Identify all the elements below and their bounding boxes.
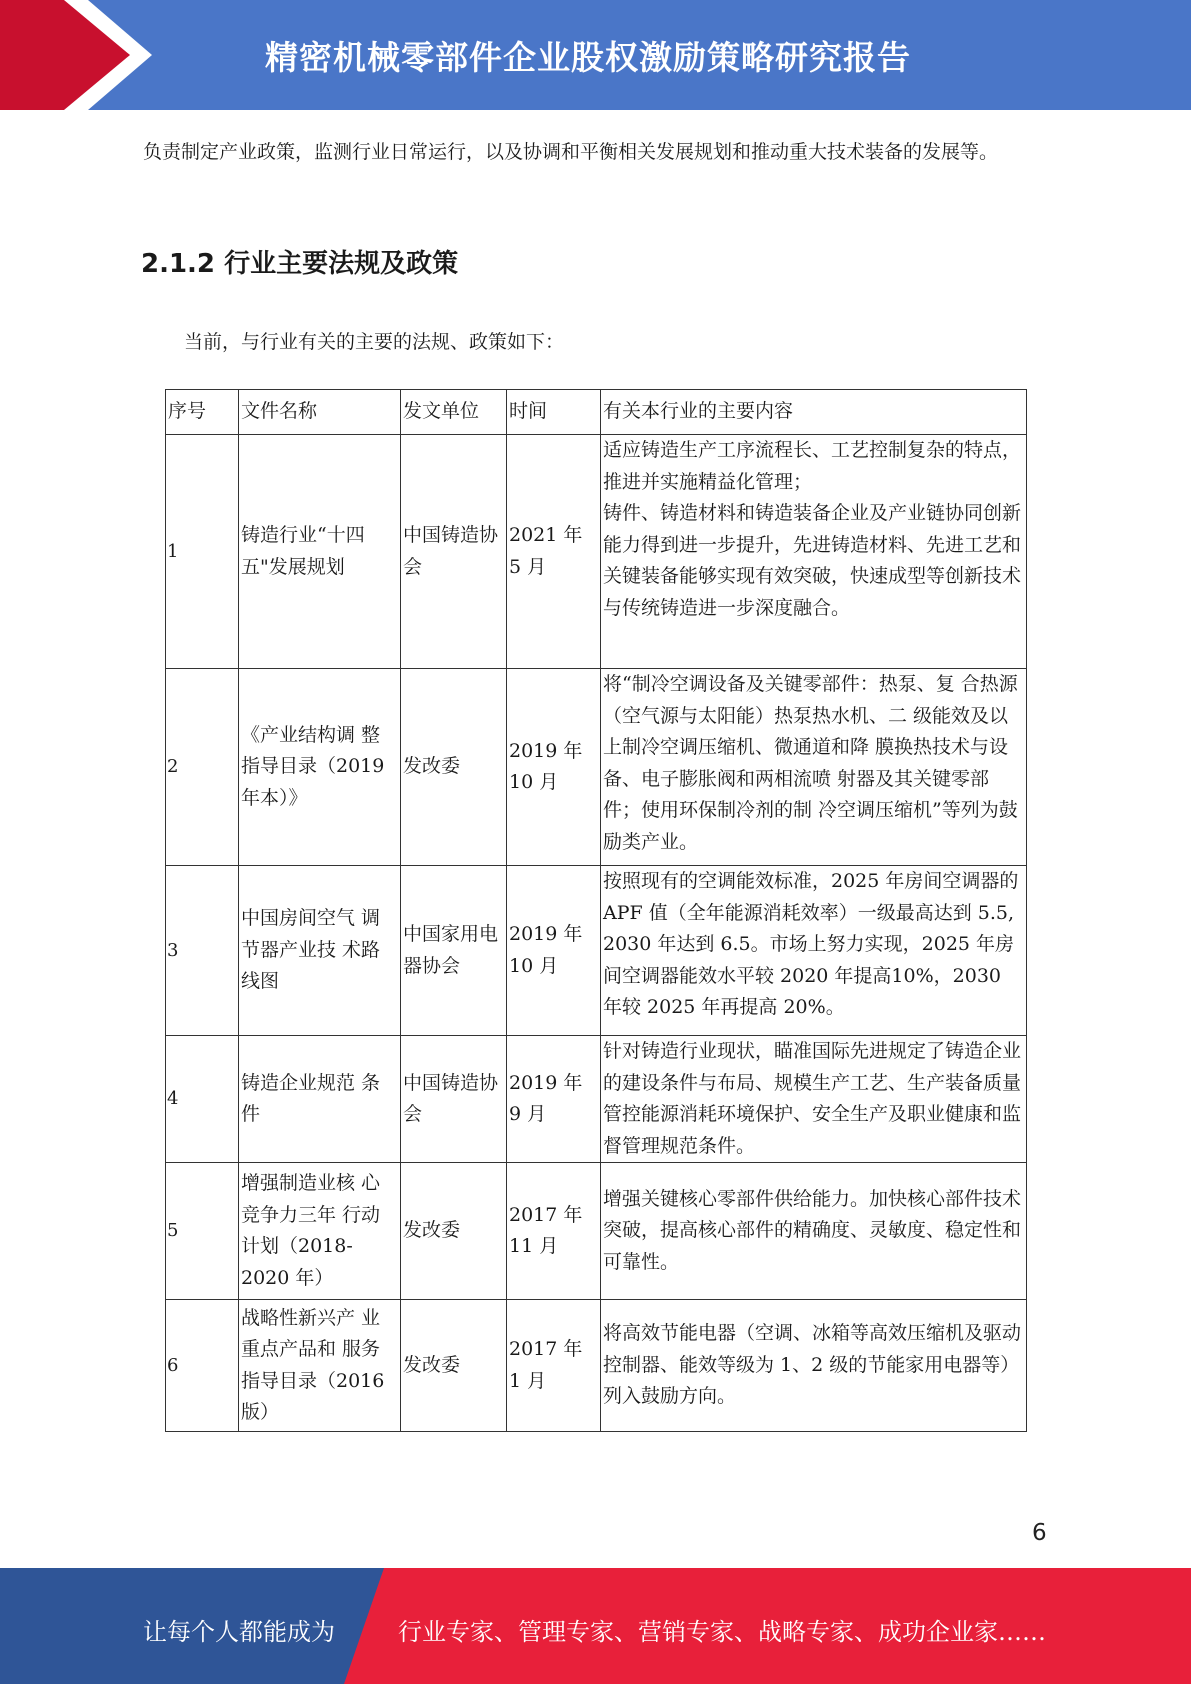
row-number: 1 (166, 435, 239, 669)
table-header-row (166, 390, 1027, 435)
main-content: 适应铸造生产工序流程长、工艺控制复杂的特点，推进并实施精益化管理； 铸件、铸造材料和铸造装备企业及产业链协同创新能力得到进一步提升，先进铸造材料、先进工艺和关键装备能够实现有效突破，快速成型等创新技术与传统铸造进一步深度融合。 (601, 435, 1027, 669)
issuing-unit: 发改委 (401, 1300, 507, 1432)
table-row (166, 866, 1027, 1036)
issue-time: 2017 年 11 月 (507, 1163, 601, 1300)
issue-time: 2019 年 10 月 (507, 669, 601, 866)
row-number: 2 (166, 669, 239, 866)
table-row (166, 1300, 1027, 1432)
table-row (166, 1163, 1027, 1300)
header-cell-issuer: 发文单位 (401, 390, 507, 435)
row-number: 4 (166, 1036, 239, 1163)
footer-slogan-right: 行业专家、管理专家、营销专家、战略专家、成功企业家…… (398, 1618, 1046, 1646)
main-content: 针对铸造行业现状，瞄准国际先进规定了铸造企业的建设条件与布局、规模生产工艺、生产装备质量管控能源消耗环境保护、安全生产及职业健康和监督管理规范条件。 (601, 1036, 1027, 1163)
page-number: 6 (1032, 1520, 1047, 1546)
section-heading: 2.1.2 行业主要法规及政策 (141, 249, 459, 279)
header-cell-time: 时间 (507, 390, 601, 435)
main-content: 增强关键核心零部件供给能力。加快核心部件技术突破，提高核心部件的精确度、灵敏度、稳定性和可靠性。 (601, 1163, 1027, 1300)
issuing-unit: 中国铸造协会 (401, 1036, 507, 1163)
main-content: 将高效节能电器（空调、冰箱等高效压缩机及驱动控制器、能效等级为 1、2 级的节能家用电器等）列入鼓励方向。 (601, 1300, 1027, 1432)
main-content: 按照现有的空调能效标准，2025 年房间空调器的 APF 值（全年能源消耗效率）一级最高达到 5.5, 2030 年达到 6.5。市场上努力实现，2025 年房间空调器能效水平较 2020 年提高10%，2030 年较 2025 年再提高 20%。 (601, 866, 1027, 1036)
document-name: 铸造行业“十四五"发展规划 (239, 435, 401, 669)
header-cell-content: 有关本行业的主要内容 (601, 390, 1027, 435)
table-row (166, 1036, 1027, 1163)
policy-table (165, 389, 1027, 1432)
footer-band (0, 1568, 1191, 1684)
report-title: 精密机械零部件企业股权激励策略研究报告 (265, 38, 911, 77)
intro-paragraph: 负责制定产业政策，监测行业日常运行，以及协调和平衡相关发展规划和推动重大技术装备的发展等。 (143, 141, 999, 163)
issue-time: 2017 年 1 月 (507, 1300, 601, 1432)
document-name: 《产业结构调 整指导目录（2019 年本）》 (239, 669, 401, 866)
lead-sentence: 当前，与行业有关的主要的法规、政策如下： (184, 331, 565, 353)
table-row (166, 669, 1027, 866)
document-name: 中国房间空气 调节器产业技 术路线图 (239, 866, 401, 1036)
issue-time: 2021 年 5 月 (507, 435, 601, 669)
header-cell-name: 文件名称 (239, 390, 401, 435)
footer-slogan-left: 让每个人都能成为 (143, 1618, 335, 1646)
document-name: 铸造企业规范 条件 (239, 1036, 401, 1163)
issuing-unit: 发改委 (401, 669, 507, 866)
row-number: 6 (166, 1300, 239, 1432)
header-arrow-decor (0, 0, 160, 110)
header-band (0, 0, 1191, 110)
issuing-unit: 中国家用电器协会 (401, 866, 507, 1036)
row-number: 5 (166, 1163, 239, 1300)
issue-time: 2019 年 10 月 (507, 866, 601, 1036)
table-row (166, 435, 1027, 669)
header-cell-number: 序号 (166, 390, 239, 435)
issue-time: 2019 年 9 月 (507, 1036, 601, 1163)
main-content: 将“制冷空调设备及关键零部件：热泵、复 合热源（空气源与太阳能）热泵热水机、二 级能效及以上制冷空调压缩机、微通道和降 膜换热技术与设备、电子膨胀阀和两相流喷 射器及其关键零部件；使用环保制冷剂的制 冷空调压缩机”等列为鼓励类产业。 (601, 669, 1027, 866)
issuing-unit: 发改委 (401, 1163, 507, 1300)
document-name: 增强制造业核 心竞争力三年 行动计划（2018-2020 年） (239, 1163, 401, 1300)
row-number: 3 (166, 866, 239, 1036)
issuing-unit: 中国铸造协会 (401, 435, 507, 669)
document-name: 战略性新兴产 业重点产品和 服务指导目录（2016 版） (239, 1300, 401, 1432)
